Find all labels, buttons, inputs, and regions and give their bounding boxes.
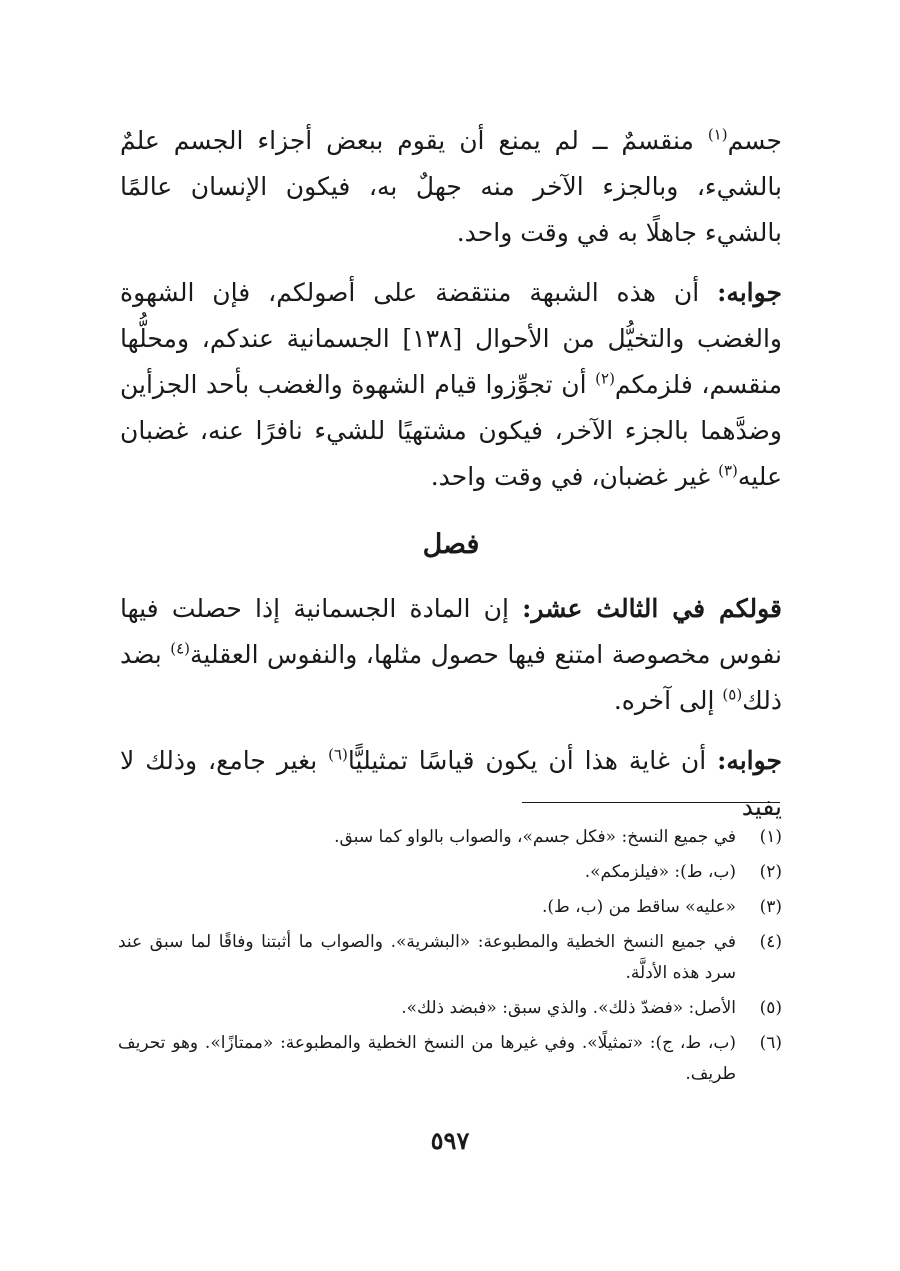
footnote-ref[interactable]: (٢) — [595, 369, 615, 388]
footnote-item — [118, 993, 782, 1024]
text-segment: بضد ذلك — [120, 640, 782, 715]
answer-label: جوابه: — [717, 746, 782, 775]
text-segment: إلى آخره. — [613, 686, 723, 715]
section-heading: فصل — [422, 529, 480, 560]
paragraph-3 — [120, 586, 782, 724]
paragraph-4 — [120, 738, 782, 830]
footnote-number: (١) — [759, 827, 782, 847]
page-number: ٥٩٧ — [430, 1126, 470, 1155]
answer-label: جوابه: — [717, 278, 782, 307]
footnote-ref[interactable]: (٤) — [170, 639, 191, 658]
footnote-number: (٥) — [759, 998, 782, 1018]
text-segment: بغير جامع، وذلك لا يفيد — [120, 746, 782, 821]
footnote-text: (ب، ط): «فيلزمكم». — [584, 862, 736, 882]
footnote-ref[interactable]: (٥) — [722, 685, 743, 704]
footnote-ref[interactable]: (٦) — [328, 745, 348, 764]
text-segment: أن هذه الشبهة منتقضة على أصولكم، فإن الشهوة والغضب والتخيُّل من الأحوال [١٣٨] الجسمانية عندكم، ومحلُّها منقسم، فلزمكم — [120, 278, 782, 399]
footnote-ref[interactable]: (١) — [707, 125, 728, 144]
footnote-text: «عليه» ساقط من (ب، ط). — [541, 897, 736, 917]
footnote-number: (٤) — [759, 932, 782, 952]
footnote-number: (٦) — [759, 1033, 782, 1053]
main-text — [120, 118, 782, 830]
footnote-item — [118, 857, 782, 888]
paragraph-1 — [120, 118, 782, 256]
text-segment: منقسمٌ ــ لم يمنع أن يقوم ببعض أجزاء الجسم علمٌ بالشيء، وبالجزء الآخر منه جهلٌ به، فيكون الإنسان عالمًا بالشيء جاهلًا به في وقت واحد. — [120, 126, 782, 247]
footnotes — [118, 818, 782, 1094]
footnote-item — [118, 822, 782, 853]
text-segment: غير غضبان، في وقت واحد. — [430, 462, 719, 491]
paragraph-2 — [120, 270, 782, 500]
text-segment: جسم — [727, 126, 782, 155]
footnote-item — [118, 1028, 782, 1090]
footnote-text: الأصل: «فضدّ ذلك». والذي سبق: «فبضد ذلك». — [401, 998, 736, 1018]
footnote-number: (٢) — [759, 862, 782, 882]
footnote-ref[interactable]: (٣) — [718, 461, 738, 480]
footnote-number: (٣) — [759, 897, 782, 917]
footnote-divider — [522, 802, 780, 803]
footnote-text: في جميع النسخ الخطية والمطبوعة: «البشرية». والصواب ما أثبتنا وفاقًا لما سبق عند سرد هذه الأدلَّة. — [118, 932, 736, 983]
text-segment: أن غاية هذا أن يكون قياسًا تمثيليًّا — [347, 746, 718, 775]
statement-label: قولكم في الثالث عشر: — [522, 594, 782, 623]
text-segment: أن تجوِّزوا قيام الشهوة والغضب بأحد الجزأين وضدَّهما بالجزء الآخر، فيكون مشتهيًا للشيء نافرًا عنه، غضبان عليه — [120, 370, 782, 491]
text-segment: إن المادة الجسمانية إذا حصلت فيها نفوس مخصوصة امتنع فيها حصول مثلها، والنفوس العقلية — [120, 594, 782, 669]
footnote-item — [118, 892, 782, 923]
footnote-text: (ب، ط، ج): «تمثيلًا». وفي غيرها من النسخ الخطية والمطبوعة: «ممتازًا». وهو تحريف طريف. — [118, 1033, 736, 1084]
footnote-text: في جميع النسخ: «فكل جسم»، والصواب بالواو كما سبق. — [334, 827, 736, 847]
footnote-item — [118, 927, 782, 989]
